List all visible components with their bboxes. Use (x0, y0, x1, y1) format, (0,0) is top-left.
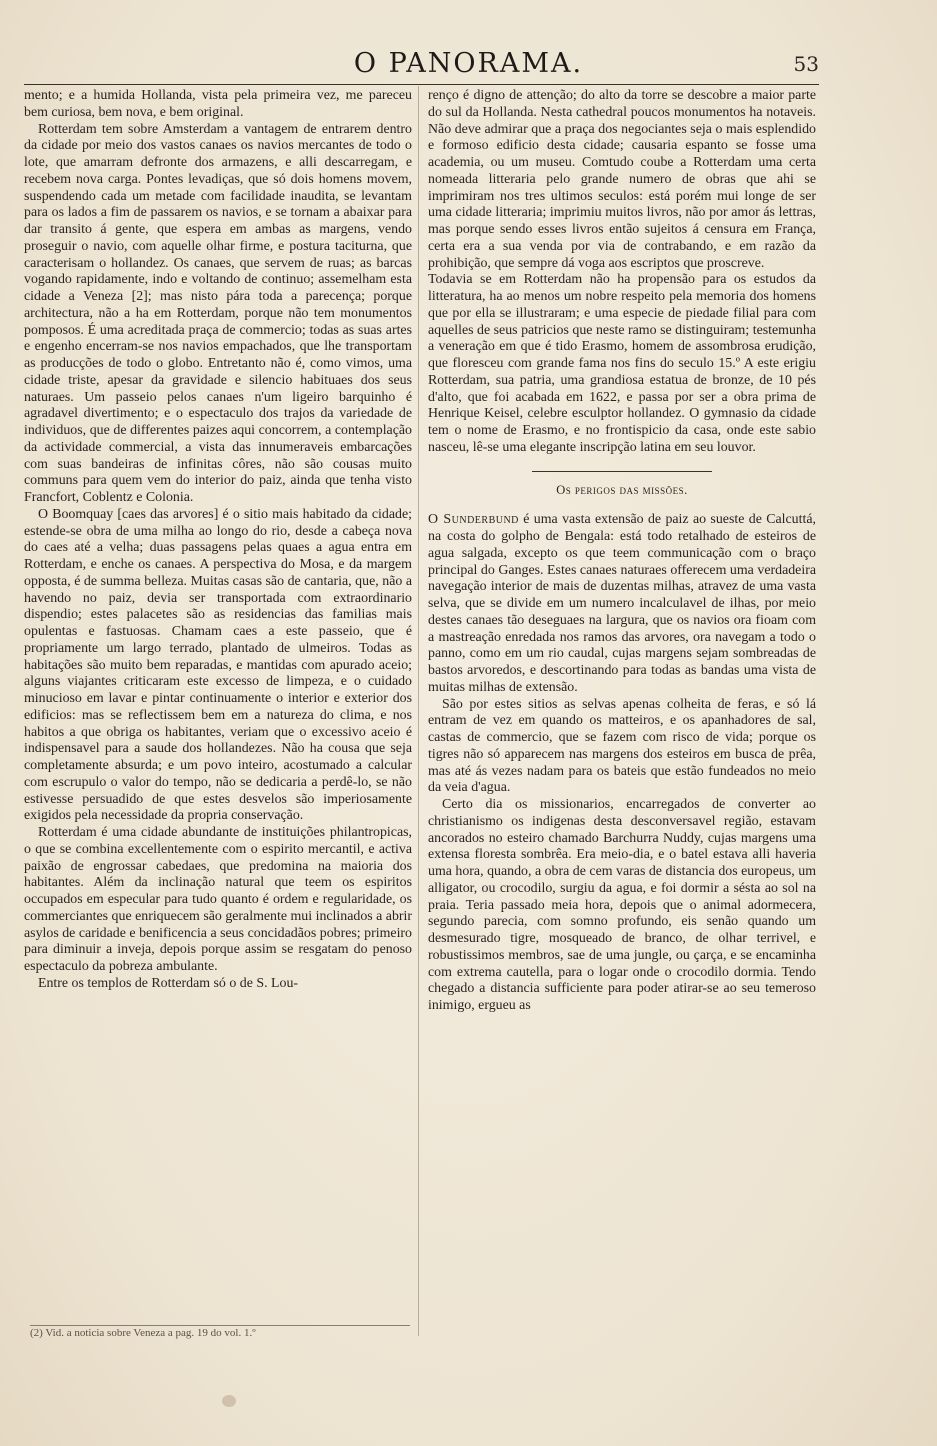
paragraph: Rotterdam tem sobre Amsterdam a vantagem de entrarem dentro da cidade por meio dos vastos canaes os navios mercantes de todo o lote, que amarram defronte dos armazens, e alli descarregam, e recebem nova carga. Pontes levadiças, que só dois homens movem, suspendendo cada um metade com facilidade inaudita, se levantam para os lados a fim de passarem os navios, e se tornam a abaixar para dar transito á gente, que espera em ambas as margens, vendo proseguir o navio, com aquelle olhar firme, e postura taciturna, que caracterisam o hollandez. Os canaes, que servem de ruas; as barcas vogando rapidamente, indo e voltando de continuo; assemelham esta cidade a Veneza [2]; mas nisto pára toda a parecença; porque architectura, não a ha em Rotterdam, porque não tem monumentos pomposos. É uma acreditada praça de commercio; todas as suas artes e engenho encerram-se nos navios empachados, que lhe transportam as producções de todo o globo. Entretanto não é, como vimos, uma cidade triste, apesar da gravidade e silencio habituaes dos seus naturaes. Um passeio pelos canaes n'um ligeiro barquinho é agradavel divertimento; e o espectaculo dos trajos da variedade de individuos, que de differentes paizes aqui concorrem, a contemplação da actividade commercial, a vista das innumeraveis embarcações com suas bandeiras de infinitas côres, não são cousas muito communs para quem vem do interior do paiz, ainda que tenha visto Francfort, Coblentz e Colonia. (24, 121, 412, 505)
paragraph: renço é digno de attenção; do alto da torre se descobre a maior parte do sul da Hollanda. Nesta cathedral poucos monumentos ha notaveis. Não deve admirar que a praça dos negociantes seja o mais esplendido e formoso edificio desta cidade; causaria espanto se fosse uma academia, ou um museu. Comtudo coube a Rotterdam uma certa nomeada litteraria pelo grande numero de obras que ahi se imprimiram nos tres ultimos seculos: está porém mui longe de ser uma cidade litteraria; imprimiu muitos livros, não por amor ás lettras, mas porque sendo esses livros então sujeitos á censura em França, certa era a sua venda por via de contrabando, e em razão da prohibição, que sempre dá voga aos escriptos que proscreve. (428, 88, 816, 271)
paragraph: Entre os templos de Rotterdam só o de S. Lou- (38, 975, 299, 991)
right-column (428, 88, 816, 1015)
column-divider (418, 86, 419, 1336)
footnote: (2) Vid. a noticia sobre Veneza a pag. 19 do vol. 1.º (30, 1325, 410, 1339)
paragraph: Todavia se em Rotterdam não ha propensão para os estudos da litteratura, ha ao menos um nobre respeito pela memoria dos homens que por ella se illustraram; e uma especie de piedade filial para com aquelles de seus patricios que neste ramo se distinguiram; testemunha a veneração em que é tido Erasmo, homem de assombrosa erudição, que floresceu com grande fama nos fins do seculo 15.º A este erigiu Rotterdam, sua patria, uma grandiosa estatua de bronze, de 10 pés d'alto, que foi acabada em 1622, e passa por ser a obra prima de Henrique Keisel, celebre esculptor hollandez. O gymnasio da cidade tem o nome de Erasmo, e no frontispicio da casa, onde este sabio nasceu, lê-se uma elegante inscripção latina em seu louvor. (428, 272, 816, 455)
masthead (0, 48, 937, 82)
paragraph (428, 512, 816, 696)
page-title: O PANORAMA. (353, 48, 584, 79)
paragraph: Certo dia os missionarios, encarregados de converter ao christianismo os indigenas desta desconversavel região, estavam ancorados no esteiro chamado Barchurra Nuddy, cujas margens uma extensa floresta sombrêa. Era meio-dia, e o batel estava alli haveria uma hora, quando, a obra de cem varas de distancia dos europeus, um alligator, ou crocodilo, surgiu da agua, e foi dormir a sésta ao sol na praia. Teria passado meia hora, depois que o animal adormecera, segundo parecia, com somno profundo, eis senão quando um desmesurado tigre, mosqueado de branco, de olhar terrivel, e robustissimos membros, sae de uma jungle, ou çarça, e se encaminha com extrema cautella, para o logar onde o crocodilo dormia. Tendo chegado a distancia sufficiente para poder atirar-se ao seu temeroso inimigo, ergueu as (428, 797, 816, 1013)
lead-in: O Sunderbund (428, 512, 519, 528)
paragraph-body: é uma vasta extensão de paiz ao sueste de Calcuttá, na costa do golpho de Bengala: está todo retalhado de esteiros de agua salgada, excepto os que teem communicação com o braço principal do Ganges. Estes canaes naturaes offerecem uma verdadeira navegação interior de mais de duzentas milhas, atravez de uma vasta selva, que se divide em um numero incalculavel de ilhas, por meio destes canaes tão deseguaes na largura, que os navios ora fioam com a mastreação enredada nos ramos das arvores, ora navegam a todo o panno, como em um rio caudal, cujas margens sejam sombreadas de bastos arvoredos, e descortinando para todas as bandas uma vista de muitas milhas de extensão. (428, 512, 816, 695)
ink-stain (222, 1395, 236, 1407)
section-title: Os perigos das missões. (556, 482, 688, 497)
paragraph: Rotterdam é uma cidade abundante de instituições philantropicas, o que se combina excellentemente com o espirito mercantil, e activa paixão de engrossar cabedaes, que predomina na maioria dos habitantes. Além da inclinação natural que teem os espiritos occupados em especular para tudo quanto é ordem e regularidade, os commerciantes que enriquecem são geralmente mui inclinados a abrir asylos de caridade e benificencia a seus concidadãos pobres; primeiro para diminuir a inveja, depois porque assim se resgatam do penoso espectaculo da pobreza ambulante. (24, 825, 413, 974)
paragraph: O Boomquay [caes das arvores] é o sitio mais habitado da cidade; estende-se obra de uma milha ao longo do rio, desde a cabeça nova do caes até a velha; duas passagens pelas quaes a agua entra em Rotterdam, e enche os canaes. A perspectiva do Mosa, e da margem opposta, é de summa belleza. Muitas casas são de cantaria, que, não a havendo no paiz, devia ser transportada com extraordinario dispendio; estes palacetes são as residencias das familias mais opulentas e fastuosas. Chamam caes a este passeio, que é propriamente um largo terrado, plantado de ulmeiros. Todas as habitações são muito bem reparadas, e mantidas com apurado aceio; alguns viajantes criticaram este excesso de limpeza, e o cuidado minucioso em lavar e pintar continuamente o interior e exterior dos edificios: mas se reflectissem bem em a natureza do clima, e nos habitos a que obriga os habitantes, veriam que o excessivo aceio é indispensavel para a saude dos hollandezes. Não ha cousa que seja completamente absurda; e um povo inteiro, acostumado a calcular com escrupulo o valor do tempo, não se dedicaria a perdê-lo, se não estivesse persuadido de que estes desvelos são imperiosamente exigidos pela necessidade da propria conservação. (24, 506, 412, 824)
paragraph: mento; e a humida Hollanda, vista pela primeira vez, me pareceu bem curiosa, bem nova, e bem original. (24, 88, 412, 120)
paragraph: São por estes sitios as selvas apenas colheita de feras, e só lá entram de vez em quando os matteiros, e os apanhadores de sal, castas de commercio, que se fazem com risco de vida; porque os tigres não só apparecem nas margens dos esteiros em busca de prêa, mas até ás vezes nadam para os bateis que estão fundeados no meio da veia d'agua. (428, 696, 816, 796)
page-number: 53 (793, 52, 819, 76)
header-rule (24, 84, 819, 85)
section-rule (532, 471, 712, 472)
left-column (24, 88, 412, 993)
